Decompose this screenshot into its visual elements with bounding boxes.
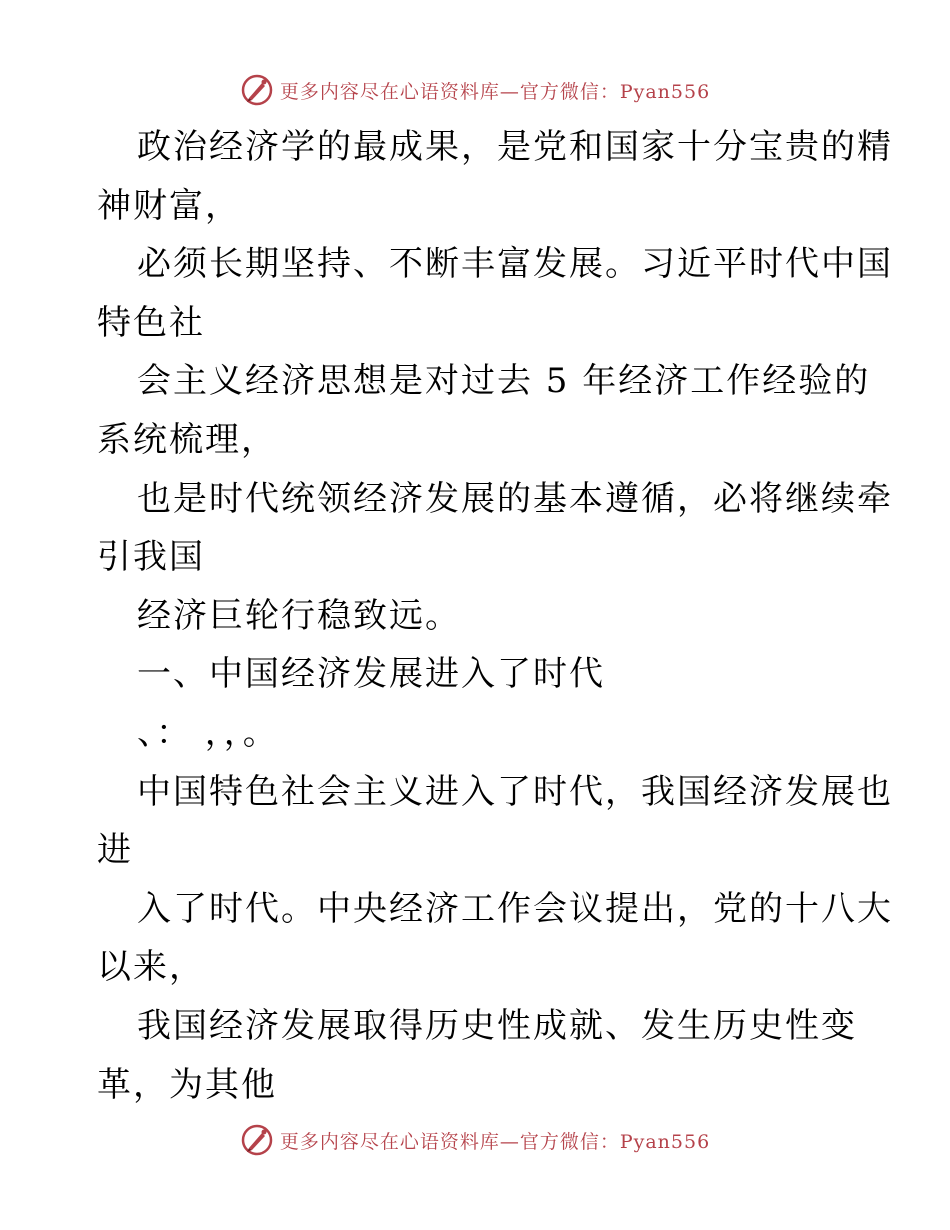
body-text-line: 特色社 bbox=[97, 302, 205, 343]
footer-banner bbox=[0, 1120, 950, 1160]
body-text-line: 我国经济发展取得历史性成就、发生历史性变 bbox=[137, 1005, 857, 1046]
body-text-line: 引我国 bbox=[97, 537, 205, 578]
body-text-line: 进 bbox=[97, 830, 133, 871]
body-text-line: 经济巨轮行稳致远。 bbox=[137, 595, 461, 636]
header-banner-text: 更多内容尽在心语资料库—官方微信：Pyan556 bbox=[279, 80, 711, 103]
body-text-line: 神财富， bbox=[97, 185, 241, 226]
pen-logo-icon bbox=[240, 73, 274, 107]
body-text-line: 、： ，，。 bbox=[137, 712, 279, 753]
body-text-line: 必须长期坚持、不断丰富发展。习近平时代中国 bbox=[137, 244, 893, 285]
body-text-line: 一、中国经济发展进入了时代 bbox=[137, 654, 605, 695]
body-text-line: 中国特色社会主义进入了时代，我国经济发展也 bbox=[137, 771, 893, 812]
body-text-line: 也是时代统领经济发展的基本遵循，必将继续牵 bbox=[137, 478, 893, 519]
pen-logo-icon bbox=[240, 1123, 274, 1157]
document-body bbox=[97, 118, 893, 1114]
body-text-line: 会主义经济思想是对过去 5 年经济工作经验的 bbox=[137, 361, 871, 402]
body-text-line: 政治经济学的最成果，是党和国家十分宝贵的精 bbox=[137, 127, 893, 167]
body-text-line: 入了时代。中央经济工作会议提出，党的十八大 bbox=[137, 888, 893, 929]
body-text-line: 系统梳理， bbox=[97, 419, 277, 460]
footer-banner-text: 更多内容尽在心语资料库—官方微信：Pyan556 bbox=[279, 1130, 711, 1153]
header-banner bbox=[0, 70, 950, 110]
body-text-line: 以来， bbox=[97, 947, 205, 988]
body-text-line: 革，为其他 bbox=[97, 1064, 277, 1105]
